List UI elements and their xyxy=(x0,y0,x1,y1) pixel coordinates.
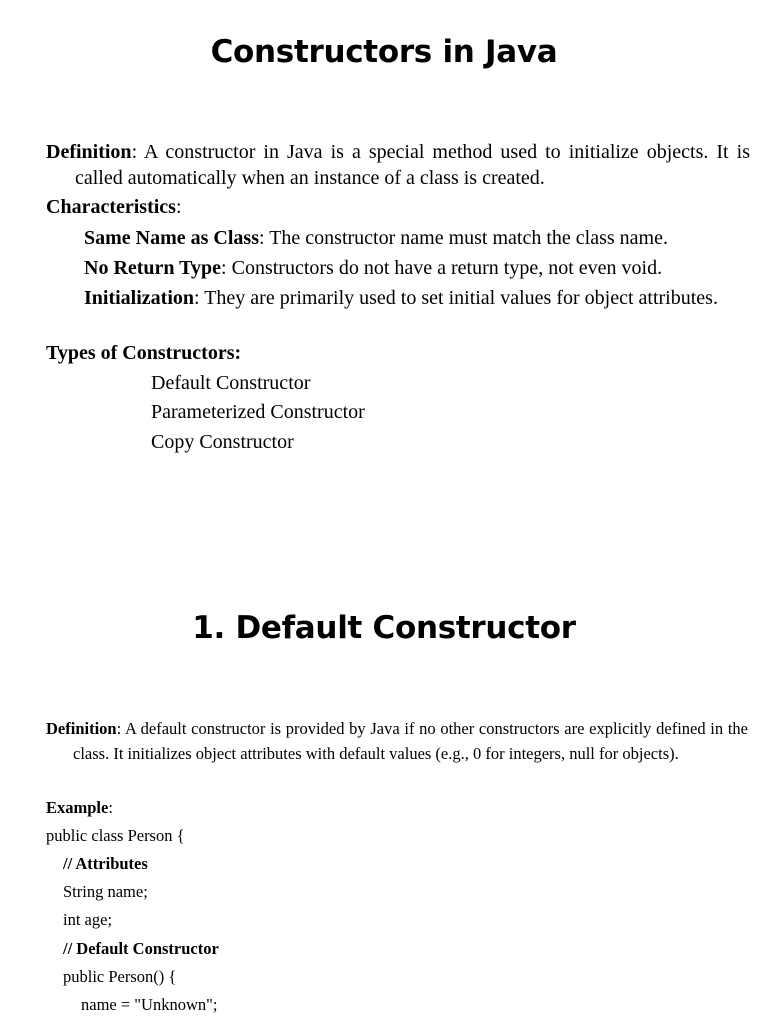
section-title: 1. Default Constructor xyxy=(192,610,576,646)
characteristic-text: : The constructor name must match the class name. xyxy=(259,227,668,249)
characteristic-item xyxy=(84,255,745,281)
code-comment: // Default Constructor xyxy=(63,939,219,958)
code-comment: // Attributes xyxy=(63,854,148,873)
characteristics-label: Characteristics xyxy=(46,196,176,218)
characteristic-item xyxy=(84,225,745,251)
characteristic-label: Initialization xyxy=(84,287,195,309)
constructor-type-item: Parameterized Constructor xyxy=(151,401,365,423)
default-definition-paragraph xyxy=(46,716,748,766)
example-heading: Example: xyxy=(46,798,113,817)
constructor-type-item: Default Constructor xyxy=(151,372,311,394)
definition-text: : A constructor in Java is a special method used to initialize objects. It is called automatically when an instance of a class is created. xyxy=(75,141,750,189)
characteristic-item xyxy=(84,285,745,311)
characteristics-heading: Characteristics: xyxy=(46,196,182,218)
constructor-type-item: Copy Constructor xyxy=(151,431,294,453)
types-heading: Types of Constructors: xyxy=(46,342,242,364)
default-definition-label: Definition xyxy=(46,719,117,738)
example-label: Example xyxy=(46,798,109,817)
slide-title: Constructors in Java xyxy=(210,34,558,70)
code-line: public class Person { xyxy=(46,826,185,845)
code-line: int age; xyxy=(63,910,113,929)
default-definition-text: : A default constructor is provided by Java if no other constructors are explicitly defined in the class. It initializes object attributes with default values (e.g., 0 for integers, null for objects). xyxy=(73,719,748,763)
characteristic-label: Same Name as Class xyxy=(84,227,259,249)
definition-label: Definition xyxy=(46,141,132,163)
characteristic-text: : Constructors do not have a return type, not even void. xyxy=(221,257,663,279)
characteristic-text: : They are primarily used to set initial values for object attributes. xyxy=(194,287,718,309)
definition-paragraph xyxy=(46,139,750,191)
code-line: public Person() { xyxy=(63,967,177,986)
code-line: String name; xyxy=(63,882,148,901)
characteristic-label: No Return Type xyxy=(84,257,222,279)
code-line: name = "Unknown"; xyxy=(81,995,218,1014)
